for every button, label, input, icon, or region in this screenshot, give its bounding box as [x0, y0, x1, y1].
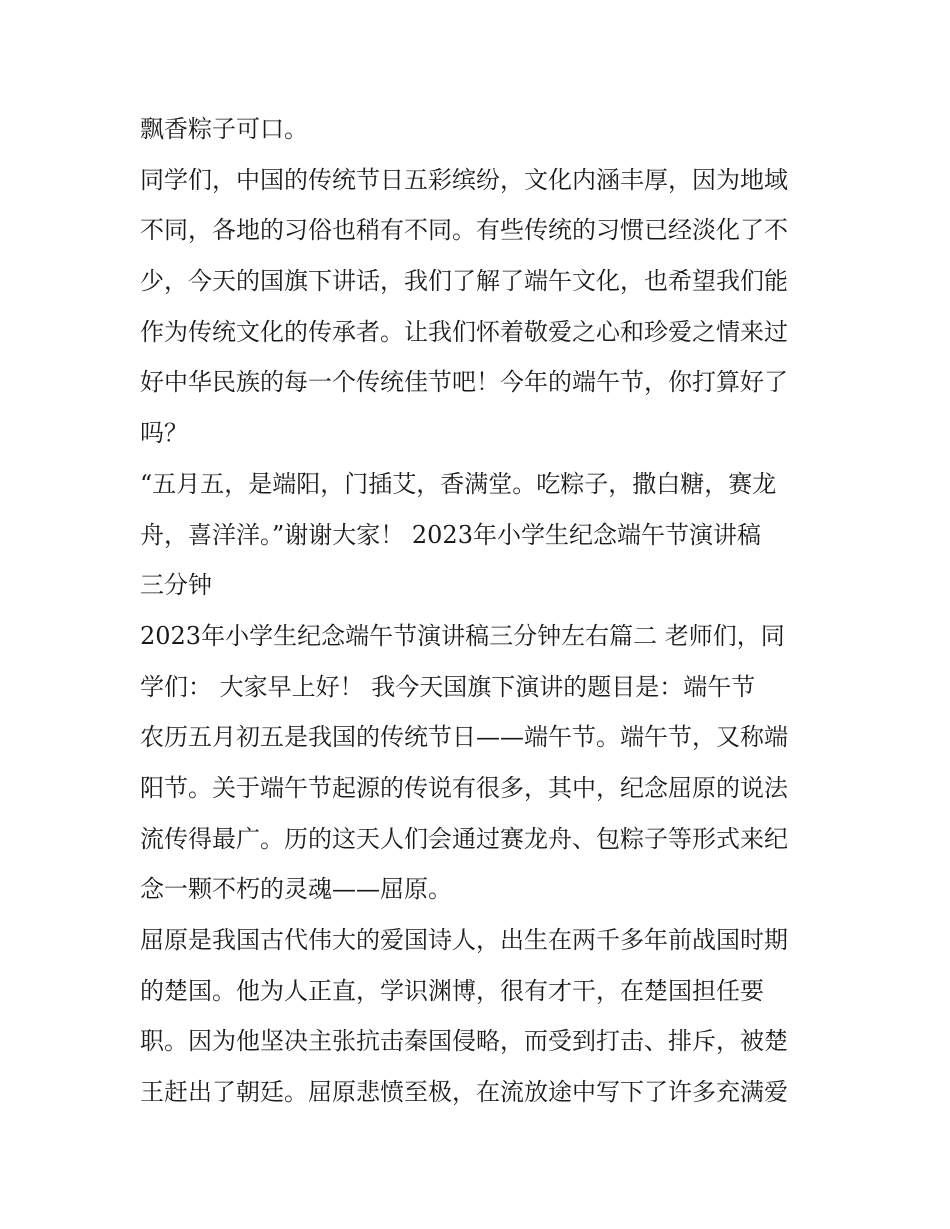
text-line: 好中华民族的每一个传统佳节吧！今年的端午节，你打算好了	[140, 368, 788, 397]
text-line: 流传得最广。历的这天人们会通过赛龙舟、包粽子等形式来纪	[140, 824, 788, 853]
text-line: 三分钟	[140, 571, 212, 600]
body-text	[140, 104, 820, 1118]
text-line: 吗？	[140, 419, 188, 448]
text-line: 不同，各地的习俗也稍有不同。有些传统的习惯已经淡化了不	[140, 216, 788, 245]
text-line: 少，今天的国旗下讲话，我们了解了端午文化，也希望我们能	[140, 267, 788, 296]
text-line: 飘香粽子可口。	[140, 115, 308, 143]
text-line: 阳节。关于端午节起源的传说有很多，其中，纪念屈原的说法	[140, 773, 788, 802]
text-line: 学们： 大家早上好！ 我今天国旗下演讲的题目是：端午节	[140, 672, 756, 701]
text-line: 作为传统文化的传承者。让我们怀着敬爱之心和珍爱之情来过	[140, 317, 788, 346]
text-line: 2023年小学生纪念端午节演讲稿三分钟左右篇二 老师们，同	[140, 621, 785, 650]
text-line: “五月五，是端阳，门插艾，香满堂。吃粽子，撒白糖，赛龙	[140, 469, 777, 498]
text-line: 的楚国。他为人正直，学识渊博，很有才干，在楚国担任要	[140, 976, 764, 1005]
text-line: 王赶出了朝廷。屈原悲愤至极，在流放途中写下了许多充满爱	[140, 1078, 788, 1107]
text-line: 念一颗不朽的灵魂——屈原。	[140, 875, 452, 904]
text-line: 职。因为他坚决主张抗击秦国侵略，而受到打击、排斥，被楚	[140, 1027, 788, 1056]
text-line: 农历五月初五是我国的传统节日——端午节。端午节，又称端	[140, 723, 788, 752]
text-line: 舟，喜洋洋。”谢谢大家！ 2023年小学生纪念端午节演讲稿	[140, 520, 761, 549]
text-line: 同学们，中国的传统节日五彩缤纷，文化内涵丰厚，因为地域	[140, 165, 788, 194]
text-line: 屈原是我国古代伟大的爱国诗人，出生在两千多年前战国时期	[140, 926, 788, 954]
